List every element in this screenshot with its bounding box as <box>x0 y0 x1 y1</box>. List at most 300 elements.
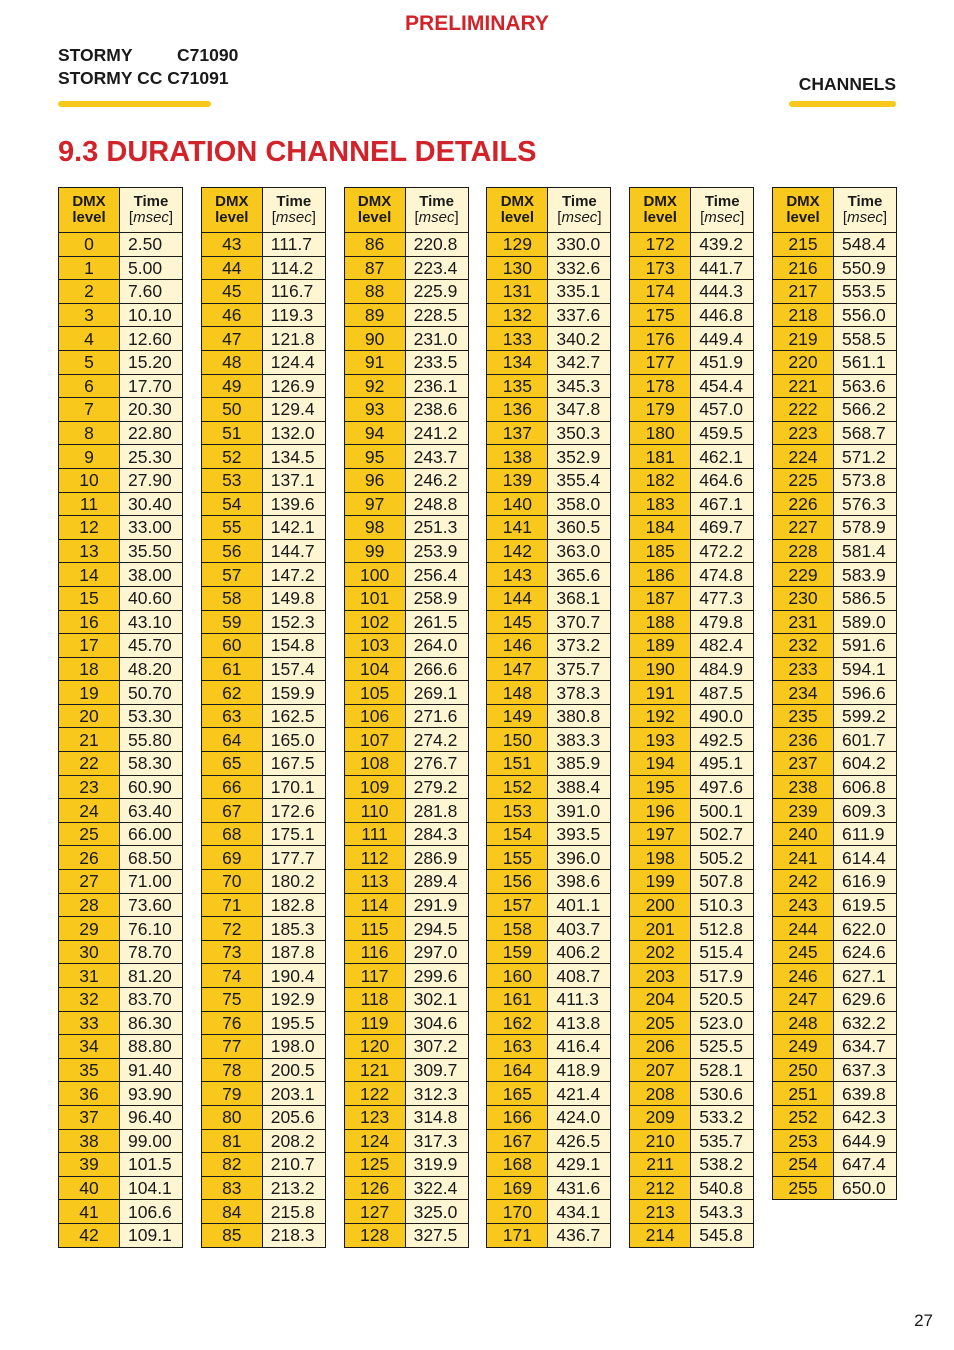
time-cell: 525.5 <box>691 1035 754 1059</box>
time-cell: 360.5 <box>548 516 611 540</box>
time-header-text: Time <box>562 193 597 210</box>
time-cell: 406.2 <box>548 940 611 964</box>
time-cell: 58.30 <box>120 752 183 776</box>
time-cell: 467.1 <box>691 492 754 516</box>
dmx-level-cell: 100 <box>344 563 405 587</box>
time-cell: 35.50 <box>120 539 183 563</box>
table-row <box>487 1129 611 1153</box>
table-row <box>630 1035 754 1059</box>
time-cell: 431.6 <box>548 1176 611 1200</box>
dmx-level-cell: 108 <box>344 752 405 776</box>
table-row <box>59 1082 183 1106</box>
time-cell: 195.5 <box>262 1011 325 1035</box>
dmx-level-cell: 192 <box>630 704 691 728</box>
header-accent-bar-right <box>789 101 896 107</box>
table-row <box>487 492 611 516</box>
dmx-level-cell: 63 <box>201 704 262 728</box>
table-row <box>344 917 468 941</box>
time-cell: 63.40 <box>120 799 183 823</box>
table-row <box>487 681 611 705</box>
dmx-header-text: DMX <box>357 193 392 210</box>
dmx-level-cell: 90 <box>344 327 405 351</box>
time-cell: 60.90 <box>120 775 183 799</box>
table-row <box>630 1176 754 1200</box>
dmx-level-cell: 39 <box>59 1153 120 1177</box>
dmx-level-cell: 177 <box>630 350 691 374</box>
dmx-level-header <box>59 188 120 233</box>
table-row <box>59 893 183 917</box>
time-cell: 370.7 <box>548 610 611 634</box>
dmx-level-cell: 104 <box>344 657 405 681</box>
time-cell: 472.2 <box>691 539 754 563</box>
time-cell: 502.7 <box>691 822 754 846</box>
time-cell: 154.8 <box>262 634 325 658</box>
time-cell: 78.70 <box>120 940 183 964</box>
dmx-level-cell: 218 <box>773 303 834 327</box>
table-row <box>630 752 754 776</box>
dmx-level-cell: 164 <box>487 1058 548 1082</box>
table-row <box>201 468 325 492</box>
table-row <box>773 799 897 823</box>
dmx-level-cell: 184 <box>630 516 691 540</box>
time-cell: 614.4 <box>834 846 897 870</box>
duration-table <box>629 187 754 1248</box>
model-name: STORMY CC <box>58 68 163 88</box>
dmx-level-cell: 197 <box>630 822 691 846</box>
time-cell: 566.2 <box>834 398 897 422</box>
time-cell: 403.7 <box>548 917 611 941</box>
time-cell: 500.1 <box>691 799 754 823</box>
dmx-level-cell: 219 <box>773 327 834 351</box>
table-row <box>630 1082 754 1106</box>
table-header-row <box>487 188 611 233</box>
dmx-level-cell: 230 <box>773 586 834 610</box>
table-row <box>344 468 468 492</box>
time-cell: 429.1 <box>548 1153 611 1177</box>
time-cell: 454.4 <box>691 374 754 398</box>
time-cell: 157.4 <box>262 657 325 681</box>
time-cell: 208.2 <box>262 1129 325 1153</box>
time-header-text: Time <box>847 193 883 210</box>
table-row <box>201 704 325 728</box>
table-row <box>344 303 468 327</box>
time-cell: 149.8 <box>262 586 325 610</box>
table-row <box>201 1011 325 1035</box>
dmx-level-cell: 211 <box>630 1153 691 1177</box>
dmx-level-cell: 214 <box>630 1223 691 1247</box>
time-cell: 533.2 <box>691 1105 754 1129</box>
table-row <box>201 846 325 870</box>
time-cell: 33.00 <box>120 516 183 540</box>
dmx-level-cell: 228 <box>773 539 834 563</box>
dmx-level-cell: 169 <box>487 1176 548 1200</box>
dmx-level-cell: 173 <box>630 256 691 280</box>
dmx-level-cell: 200 <box>630 893 691 917</box>
dmx-level-cell: 191 <box>630 681 691 705</box>
table-row <box>773 303 897 327</box>
time-cell: 561.1 <box>834 350 897 374</box>
unit-header-text: [msec] <box>271 209 316 226</box>
time-cell: 650.0 <box>834 1176 897 1200</box>
table-row <box>487 303 611 327</box>
dmx-level-cell: 208 <box>630 1082 691 1106</box>
dmx-level-cell: 178 <box>630 374 691 398</box>
page-number: 27 <box>914 1311 933 1330</box>
table-row <box>59 870 183 894</box>
time-header <box>262 188 325 233</box>
dmx-level-cell: 12 <box>59 516 120 540</box>
table-row <box>59 752 183 776</box>
dmx-level-cell: 89 <box>344 303 405 327</box>
time-cell: 441.7 <box>691 256 754 280</box>
time-cell: 142.1 <box>262 516 325 540</box>
dmx-level-cell: 205 <box>630 1011 691 1035</box>
dmx-level-cell: 253 <box>773 1129 834 1153</box>
table-row <box>344 1058 468 1082</box>
time-cell: 109.1 <box>120 1223 183 1247</box>
dmx-level-cell: 51 <box>201 421 262 445</box>
time-cell: 91.40 <box>120 1058 183 1082</box>
table-row <box>487 940 611 964</box>
table-row <box>201 280 325 304</box>
time-cell: 225.9 <box>405 280 468 304</box>
dmx-level-cell: 134 <box>487 350 548 374</box>
table-row <box>487 657 611 681</box>
dmx-level-cell: 120 <box>344 1035 405 1059</box>
table-row <box>59 610 183 634</box>
table-row <box>630 681 754 705</box>
dmx-level-cell: 138 <box>487 445 548 469</box>
table-row <box>201 233 325 257</box>
time-header <box>834 188 897 233</box>
table-row <box>630 940 754 964</box>
table-row <box>773 1153 897 1177</box>
dmx-level-cell: 216 <box>773 256 834 280</box>
table-row <box>487 398 611 422</box>
time-cell: 198.0 <box>262 1035 325 1059</box>
time-cell: 482.4 <box>691 634 754 658</box>
time-cell: 436.7 <box>548 1223 611 1247</box>
dmx-level-cell: 20 <box>59 704 120 728</box>
table-row <box>773 634 897 658</box>
dmx-level-cell: 133 <box>487 327 548 351</box>
table-row <box>344 374 468 398</box>
time-cell: 451.9 <box>691 350 754 374</box>
table-row <box>201 1035 325 1059</box>
time-cell: 180.2 <box>262 870 325 894</box>
table-row <box>344 728 468 752</box>
table-row <box>201 728 325 752</box>
table-row <box>487 1200 611 1224</box>
table-row <box>201 917 325 941</box>
time-cell: 5.00 <box>120 256 183 280</box>
time-cell: 627.1 <box>834 964 897 988</box>
table-row <box>630 256 754 280</box>
dmx-level-cell: 249 <box>773 1035 834 1059</box>
table-row <box>773 704 897 728</box>
table-row <box>59 1176 183 1200</box>
time-cell: 378.3 <box>548 681 611 705</box>
time-cell: 116.7 <box>262 280 325 304</box>
time-cell: 271.6 <box>405 704 468 728</box>
table-row <box>201 1058 325 1082</box>
dmx-level-cell: 116 <box>344 940 405 964</box>
dmx-level-cell: 28 <box>59 893 120 917</box>
dmx-level-cell: 217 <box>773 280 834 304</box>
dmx-level-cell: 171 <box>487 1223 548 1247</box>
dmx-level-cell: 252 <box>773 1105 834 1129</box>
time-cell: 619.5 <box>834 893 897 917</box>
table-row <box>59 445 183 469</box>
table-row <box>630 1200 754 1224</box>
dmx-level-cell: 199 <box>630 870 691 894</box>
time-cell: 611.9 <box>834 822 897 846</box>
dmx-level-cell: 130 <box>487 256 548 280</box>
dmx-level-cell: 66 <box>201 775 262 799</box>
time-cell: 479.8 <box>691 610 754 634</box>
dmx-level-cell: 55 <box>201 516 262 540</box>
table-row <box>344 280 468 304</box>
table-row <box>773 256 897 280</box>
time-cell: 30.40 <box>120 492 183 516</box>
table-row <box>487 539 611 563</box>
time-cell: 337.6 <box>548 303 611 327</box>
time-cell: 200.5 <box>262 1058 325 1082</box>
dmx-level-cell: 103 <box>344 634 405 658</box>
dmx-level-cell: 209 <box>630 1105 691 1129</box>
duration-table <box>201 187 326 1248</box>
dmx-level-cell: 17 <box>59 634 120 658</box>
dmx-level-cell: 196 <box>630 799 691 823</box>
model-list <box>58 44 238 90</box>
table-row <box>344 1129 468 1153</box>
dmx-level-cell: 107 <box>344 728 405 752</box>
time-cell: 233.5 <box>405 350 468 374</box>
table-row <box>487 704 611 728</box>
dmx-level-cell: 220 <box>773 350 834 374</box>
time-cell: 261.5 <box>405 610 468 634</box>
time-cell: 15.20 <box>120 350 183 374</box>
dmx-level-cell: 137 <box>487 421 548 445</box>
dmx-level-cell: 149 <box>487 704 548 728</box>
table-row <box>773 539 897 563</box>
table-row <box>59 1200 183 1224</box>
dmx-level-cell: 195 <box>630 775 691 799</box>
dmx-level-cell: 136 <box>487 398 548 422</box>
dmx-level-cell: 140 <box>487 492 548 516</box>
dmx-level-cell: 47 <box>201 327 262 351</box>
dmx-level-cell: 246 <box>773 964 834 988</box>
time-cell: 604.2 <box>834 752 897 776</box>
table-row <box>344 846 468 870</box>
table-row <box>630 586 754 610</box>
time-cell: 581.4 <box>834 539 897 563</box>
table-row <box>487 1223 611 1247</box>
table-row <box>344 940 468 964</box>
time-cell: 284.3 <box>405 822 468 846</box>
time-cell: 66.00 <box>120 822 183 846</box>
dmx-level-cell: 163 <box>487 1035 548 1059</box>
table-row <box>630 516 754 540</box>
time-cell: 73.60 <box>120 893 183 917</box>
dmx-level-cell: 57 <box>201 563 262 587</box>
time-cell: 266.6 <box>405 657 468 681</box>
level-header-text: level <box>357 209 392 226</box>
time-cell: 545.8 <box>691 1223 754 1247</box>
dmx-level-cell: 156 <box>487 870 548 894</box>
table-row <box>344 893 468 917</box>
table-row <box>59 421 183 445</box>
dmx-level-cell: 245 <box>773 940 834 964</box>
dmx-level-cell: 170 <box>487 1200 548 1224</box>
table-row <box>201 1082 325 1106</box>
dmx-level-cell: 56 <box>201 539 262 563</box>
dmx-level-cell: 231 <box>773 610 834 634</box>
table-row <box>487 799 611 823</box>
time-cell: 302.1 <box>405 988 468 1012</box>
table-row <box>344 1153 468 1177</box>
time-header <box>691 188 754 233</box>
dmx-level-cell: 145 <box>487 610 548 634</box>
table-row <box>201 445 325 469</box>
dmx-level-cell: 198 <box>630 846 691 870</box>
dmx-level-cell: 35 <box>59 1058 120 1082</box>
time-cell: 373.2 <box>548 634 611 658</box>
dmx-level-cell: 153 <box>487 799 548 823</box>
time-cell: 439.2 <box>691 233 754 257</box>
dmx-level-cell: 112 <box>344 846 405 870</box>
table-row <box>773 468 897 492</box>
dmx-level-cell: 78 <box>201 1058 262 1082</box>
time-cell: 459.5 <box>691 421 754 445</box>
dmx-level-cell: 236 <box>773 728 834 752</box>
time-cell: 332.6 <box>548 256 611 280</box>
time-cell: 426.5 <box>548 1129 611 1153</box>
time-cell: 396.0 <box>548 846 611 870</box>
dmx-level-cell: 62 <box>201 681 262 705</box>
time-cell: 520.5 <box>691 988 754 1012</box>
time-cell: 639.8 <box>834 1082 897 1106</box>
time-cell: 492.5 <box>691 728 754 752</box>
dmx-level-cell: 73 <box>201 940 262 964</box>
table-row <box>201 775 325 799</box>
time-cell: 286.9 <box>405 846 468 870</box>
dmx-level-cell: 158 <box>487 917 548 941</box>
time-cell: 474.8 <box>691 563 754 587</box>
table-header-row <box>630 188 754 233</box>
dmx-level-cell: 247 <box>773 988 834 1012</box>
time-cell: 96.40 <box>120 1105 183 1129</box>
dmx-level-cell: 79 <box>201 1082 262 1106</box>
time-cell: 299.6 <box>405 964 468 988</box>
table-row <box>59 1058 183 1082</box>
time-cell: 624.6 <box>834 940 897 964</box>
time-cell: 398.6 <box>548 870 611 894</box>
table-row <box>201 752 325 776</box>
dmx-level-cell: 8 <box>59 421 120 445</box>
table-row <box>487 233 611 257</box>
dmx-level-cell: 0 <box>59 233 120 257</box>
table-row <box>487 327 611 351</box>
time-cell: 421.4 <box>548 1082 611 1106</box>
time-cell: 231.0 <box>405 327 468 351</box>
table-row <box>344 1223 468 1247</box>
dmx-level-cell: 49 <box>201 374 262 398</box>
dmx-level-cell: 58 <box>201 586 262 610</box>
dmx-level-cell: 244 <box>773 917 834 941</box>
dmx-level-cell: 5 <box>59 350 120 374</box>
table-row <box>344 1011 468 1035</box>
table-row <box>201 964 325 988</box>
table-row <box>59 1035 183 1059</box>
table-row <box>630 870 754 894</box>
time-cell: 642.3 <box>834 1105 897 1129</box>
table-row <box>344 233 468 257</box>
time-cell: 543.3 <box>691 1200 754 1224</box>
dmx-level-cell: 24 <box>59 799 120 823</box>
table-row <box>59 775 183 799</box>
time-cell: 185.3 <box>262 917 325 941</box>
dmx-level-cell: 229 <box>773 563 834 587</box>
table-row <box>487 586 611 610</box>
dmx-level-cell: 122 <box>344 1082 405 1106</box>
table-row <box>630 728 754 752</box>
dmx-level-cell: 168 <box>487 1153 548 1177</box>
table-row <box>344 1200 468 1224</box>
table-row <box>773 775 897 799</box>
time-cell: 43.10 <box>120 610 183 634</box>
table-row <box>59 940 183 964</box>
table-row <box>630 775 754 799</box>
table-row <box>773 752 897 776</box>
dmx-level-cell: 201 <box>630 917 691 941</box>
time-cell: 251.3 <box>405 516 468 540</box>
table-row <box>773 728 897 752</box>
time-cell: 622.0 <box>834 917 897 941</box>
dmx-level-cell: 81 <box>201 1129 262 1153</box>
level-header-text: level <box>643 209 677 226</box>
dmx-level-cell: 255 <box>773 1176 834 1200</box>
dmx-level-cell: 6 <box>59 374 120 398</box>
time-cell: 469.7 <box>691 516 754 540</box>
dmx-level-cell: 82 <box>201 1153 262 1177</box>
table-row <box>344 964 468 988</box>
table-row <box>773 1176 897 1200</box>
dmx-level-cell: 23 <box>59 775 120 799</box>
table-row <box>773 1129 897 1153</box>
time-cell: 17.70 <box>120 374 183 398</box>
dmx-level-cell: 106 <box>344 704 405 728</box>
table-row <box>773 964 897 988</box>
dmx-header-text: DMX <box>215 193 249 210</box>
dmx-level-cell: 187 <box>630 586 691 610</box>
dmx-level-cell: 234 <box>773 681 834 705</box>
dmx-level-cell: 71 <box>201 893 262 917</box>
table-row <box>773 1105 897 1129</box>
time-cell: 27.90 <box>120 468 183 492</box>
table-row <box>344 445 468 469</box>
time-cell: 632.2 <box>834 1011 897 1035</box>
time-cell: 291.9 <box>405 893 468 917</box>
table-row <box>59 350 183 374</box>
time-cell: 55.80 <box>120 728 183 752</box>
time-cell: 401.1 <box>548 893 611 917</box>
table-row <box>773 563 897 587</box>
dmx-level-cell: 25 <box>59 822 120 846</box>
dmx-level-cell: 150 <box>487 728 548 752</box>
time-cell: 238.6 <box>405 398 468 422</box>
duration-table <box>772 187 897 1200</box>
